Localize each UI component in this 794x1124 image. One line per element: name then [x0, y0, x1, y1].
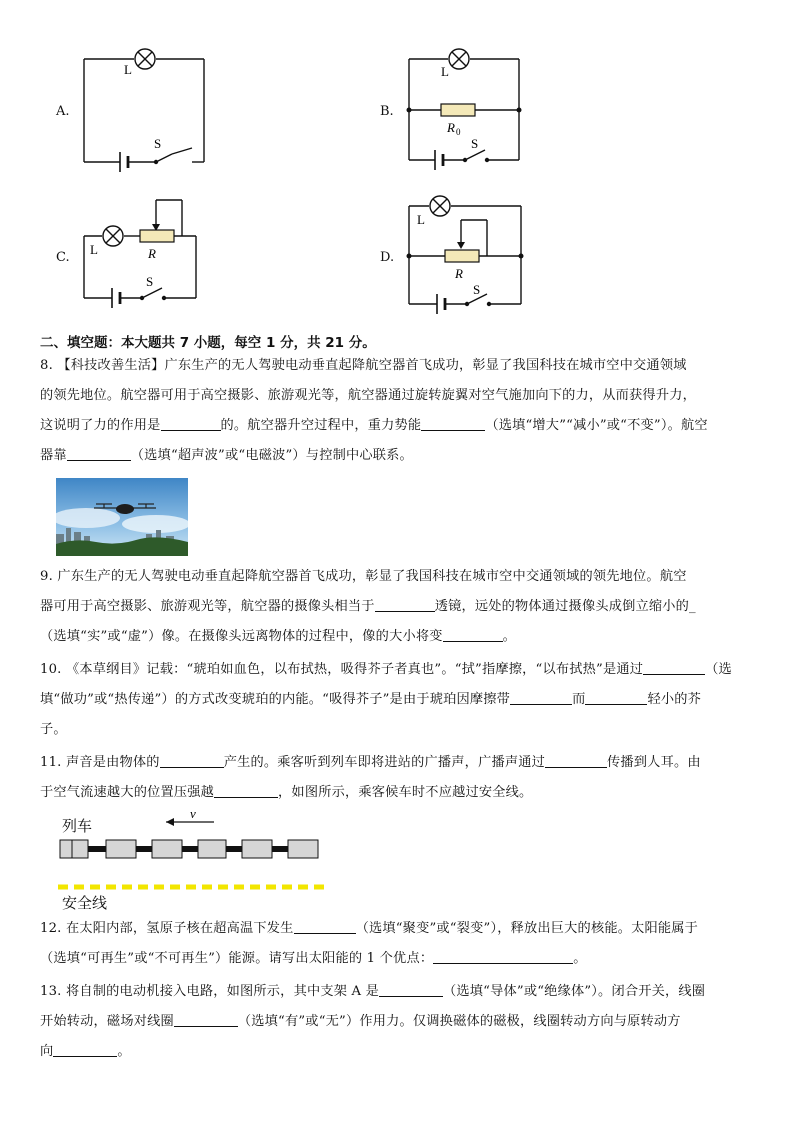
rheostat-label: R: [148, 246, 156, 261]
question-number: 9.: [40, 569, 53, 584]
answer-blank[interactable]: [174, 1012, 238, 1027]
rheostat-icon: [140, 230, 174, 242]
drone-photo: [56, 478, 188, 556]
question-9: 9. 广东生产的无人驾驶电动垂直起降航空器首飞成功，彰显了我国科技在城市空中交通领域的领先地位。航空 器可用于高空摄影、旅游观光等，航空器的摄像头相当于 透镜，远处的物体通过摄像头成倒立缩小的_ （选填“实”或“虚”）像。在摄像头远离物体的过程中，像的大小将变 。: [40, 569, 696, 644]
question-number: 8.: [40, 358, 53, 373]
answer-blank[interactable]: [421, 416, 485, 431]
lamp-label: L: [124, 62, 132, 77]
answer-blank[interactable]: [443, 627, 503, 642]
question-11: 11. 声音是由物体的 产生的。乘客听到列车即将进站的广播声，广播声通过 传播到人耳。由 于空气流速越大的位置压强越 ，如图所示，乘客候车时不应越过安全线。: [40, 755, 701, 800]
resistor-label: R: [447, 120, 455, 135]
lamp-icon: [449, 49, 469, 69]
circuit-a-diagram: [80, 44, 210, 174]
circuit-c-diagram: [78, 192, 208, 312]
battery-icon: [437, 294, 445, 314]
question-number: 10.: [40, 662, 62, 677]
answer-blank[interactable]: [375, 597, 435, 612]
question-12: 12. 在太阳内部，氢原子核在超高温下发生 （选填“聚变”或“裂变”），释放出巨大的核能。太阳能属于 （选填“可再生”或“不可再生”）能源。请写出太阳能的 1 个优点： 。: [40, 921, 699, 966]
option-d-label: D.: [380, 250, 395, 265]
switch-label: S: [154, 136, 162, 151]
option-a-label: A.: [56, 104, 70, 119]
switch-icon: [463, 158, 467, 162]
circuit-d-diagram: [403, 190, 533, 314]
answer-blank[interactable]: [545, 753, 607, 768]
answer-blank[interactable]: [585, 690, 647, 705]
question-8: 8. 【科技改善生活】广东生产的无人驾驶电动垂直起降航空器首飞成功，彰显了我国科技在城市空中交通领域 的领先地位。航空器可用于高空摄影、旅游观光等，航空器通过旋转旋翼对空气施加向下的力，从而获得升力， 这说明了力的作用是 的。航空器升空过程中，重力势能 （选填“增大”“减小”或“不变”）。航空 器靠 （选填“超声波”或“电磁波”）与控制中心联系。: [40, 358, 708, 463]
resistor-subscript: 0: [456, 127, 461, 137]
train-label: 列车: [62, 817, 93, 835]
switch-icon: [140, 296, 144, 300]
slider-arrow-icon: [457, 242, 465, 249]
safety-line-label: 安全线: [62, 894, 108, 912]
circuit-b-diagram: [403, 44, 528, 174]
answer-blank[interactable]: [643, 660, 705, 675]
lamp-icon: [103, 226, 123, 246]
lamp-label: L: [417, 212, 425, 227]
question-10: 10. 《本草纲目》记载：“琥珀如血色，以布拭热，吸得芥子者真也”。“拭”指摩擦，“以布拭热”是通过 （选 填“做功”或“热传递”）的方式改变琥珀的内能。“吸得芥子”是由于琥珀因摩擦带 而 轻小的芥 子。: [40, 662, 732, 737]
lamp-icon: [430, 196, 450, 216]
switch-label: S: [471, 136, 479, 151]
question-13: 13. 将自制的电动机接入电路，如图所示，其中支架 A 是 （选填“导体”或“绝缘体”）。闭合开关，线圈 开始转动，磁场对线圈 （选填“有”或“无”）作用力。仅调换磁体的磁极，线圈转动方向与原转动方 向 。: [40, 984, 706, 1059]
option-c-label: C.: [56, 250, 70, 265]
lamp-label: L: [90, 242, 98, 257]
section-heading: 二、填空题：本大题共 7 小题，每空 1 分，共 21 分。: [40, 335, 376, 351]
lamp-icon: [135, 49, 155, 69]
answer-blank[interactable]: [67, 446, 131, 461]
answer-blank[interactable]: [53, 1042, 117, 1057]
question-number: 13.: [40, 984, 62, 999]
answer-blank[interactable]: [160, 753, 224, 768]
battery-icon: [120, 152, 128, 172]
train-figure: [56, 808, 336, 894]
switch-label: S: [473, 282, 481, 297]
answer-blank[interactable]: [433, 949, 573, 964]
switch-icon: [465, 302, 469, 306]
battery-icon: [435, 150, 443, 170]
resistor-icon: [441, 104, 475, 116]
question-number: 11.: [40, 755, 62, 770]
rheostat-label: R: [455, 266, 463, 281]
switch-label: S: [146, 274, 154, 289]
answer-blank[interactable]: [379, 982, 443, 997]
answer-blank[interactable]: [161, 416, 221, 431]
velocity-label: v: [190, 808, 196, 821]
answer-blank[interactable]: [214, 783, 278, 798]
answer-blank[interactable]: [510, 690, 572, 705]
rheostat-icon: [445, 250, 479, 262]
question-number: 12.: [40, 921, 62, 936]
lamp-label: L: [441, 64, 449, 79]
option-b-label: B.: [380, 104, 394, 119]
arrow-left-icon: [166, 818, 174, 826]
answer-blank[interactable]: [294, 919, 356, 934]
battery-icon: [112, 288, 120, 308]
